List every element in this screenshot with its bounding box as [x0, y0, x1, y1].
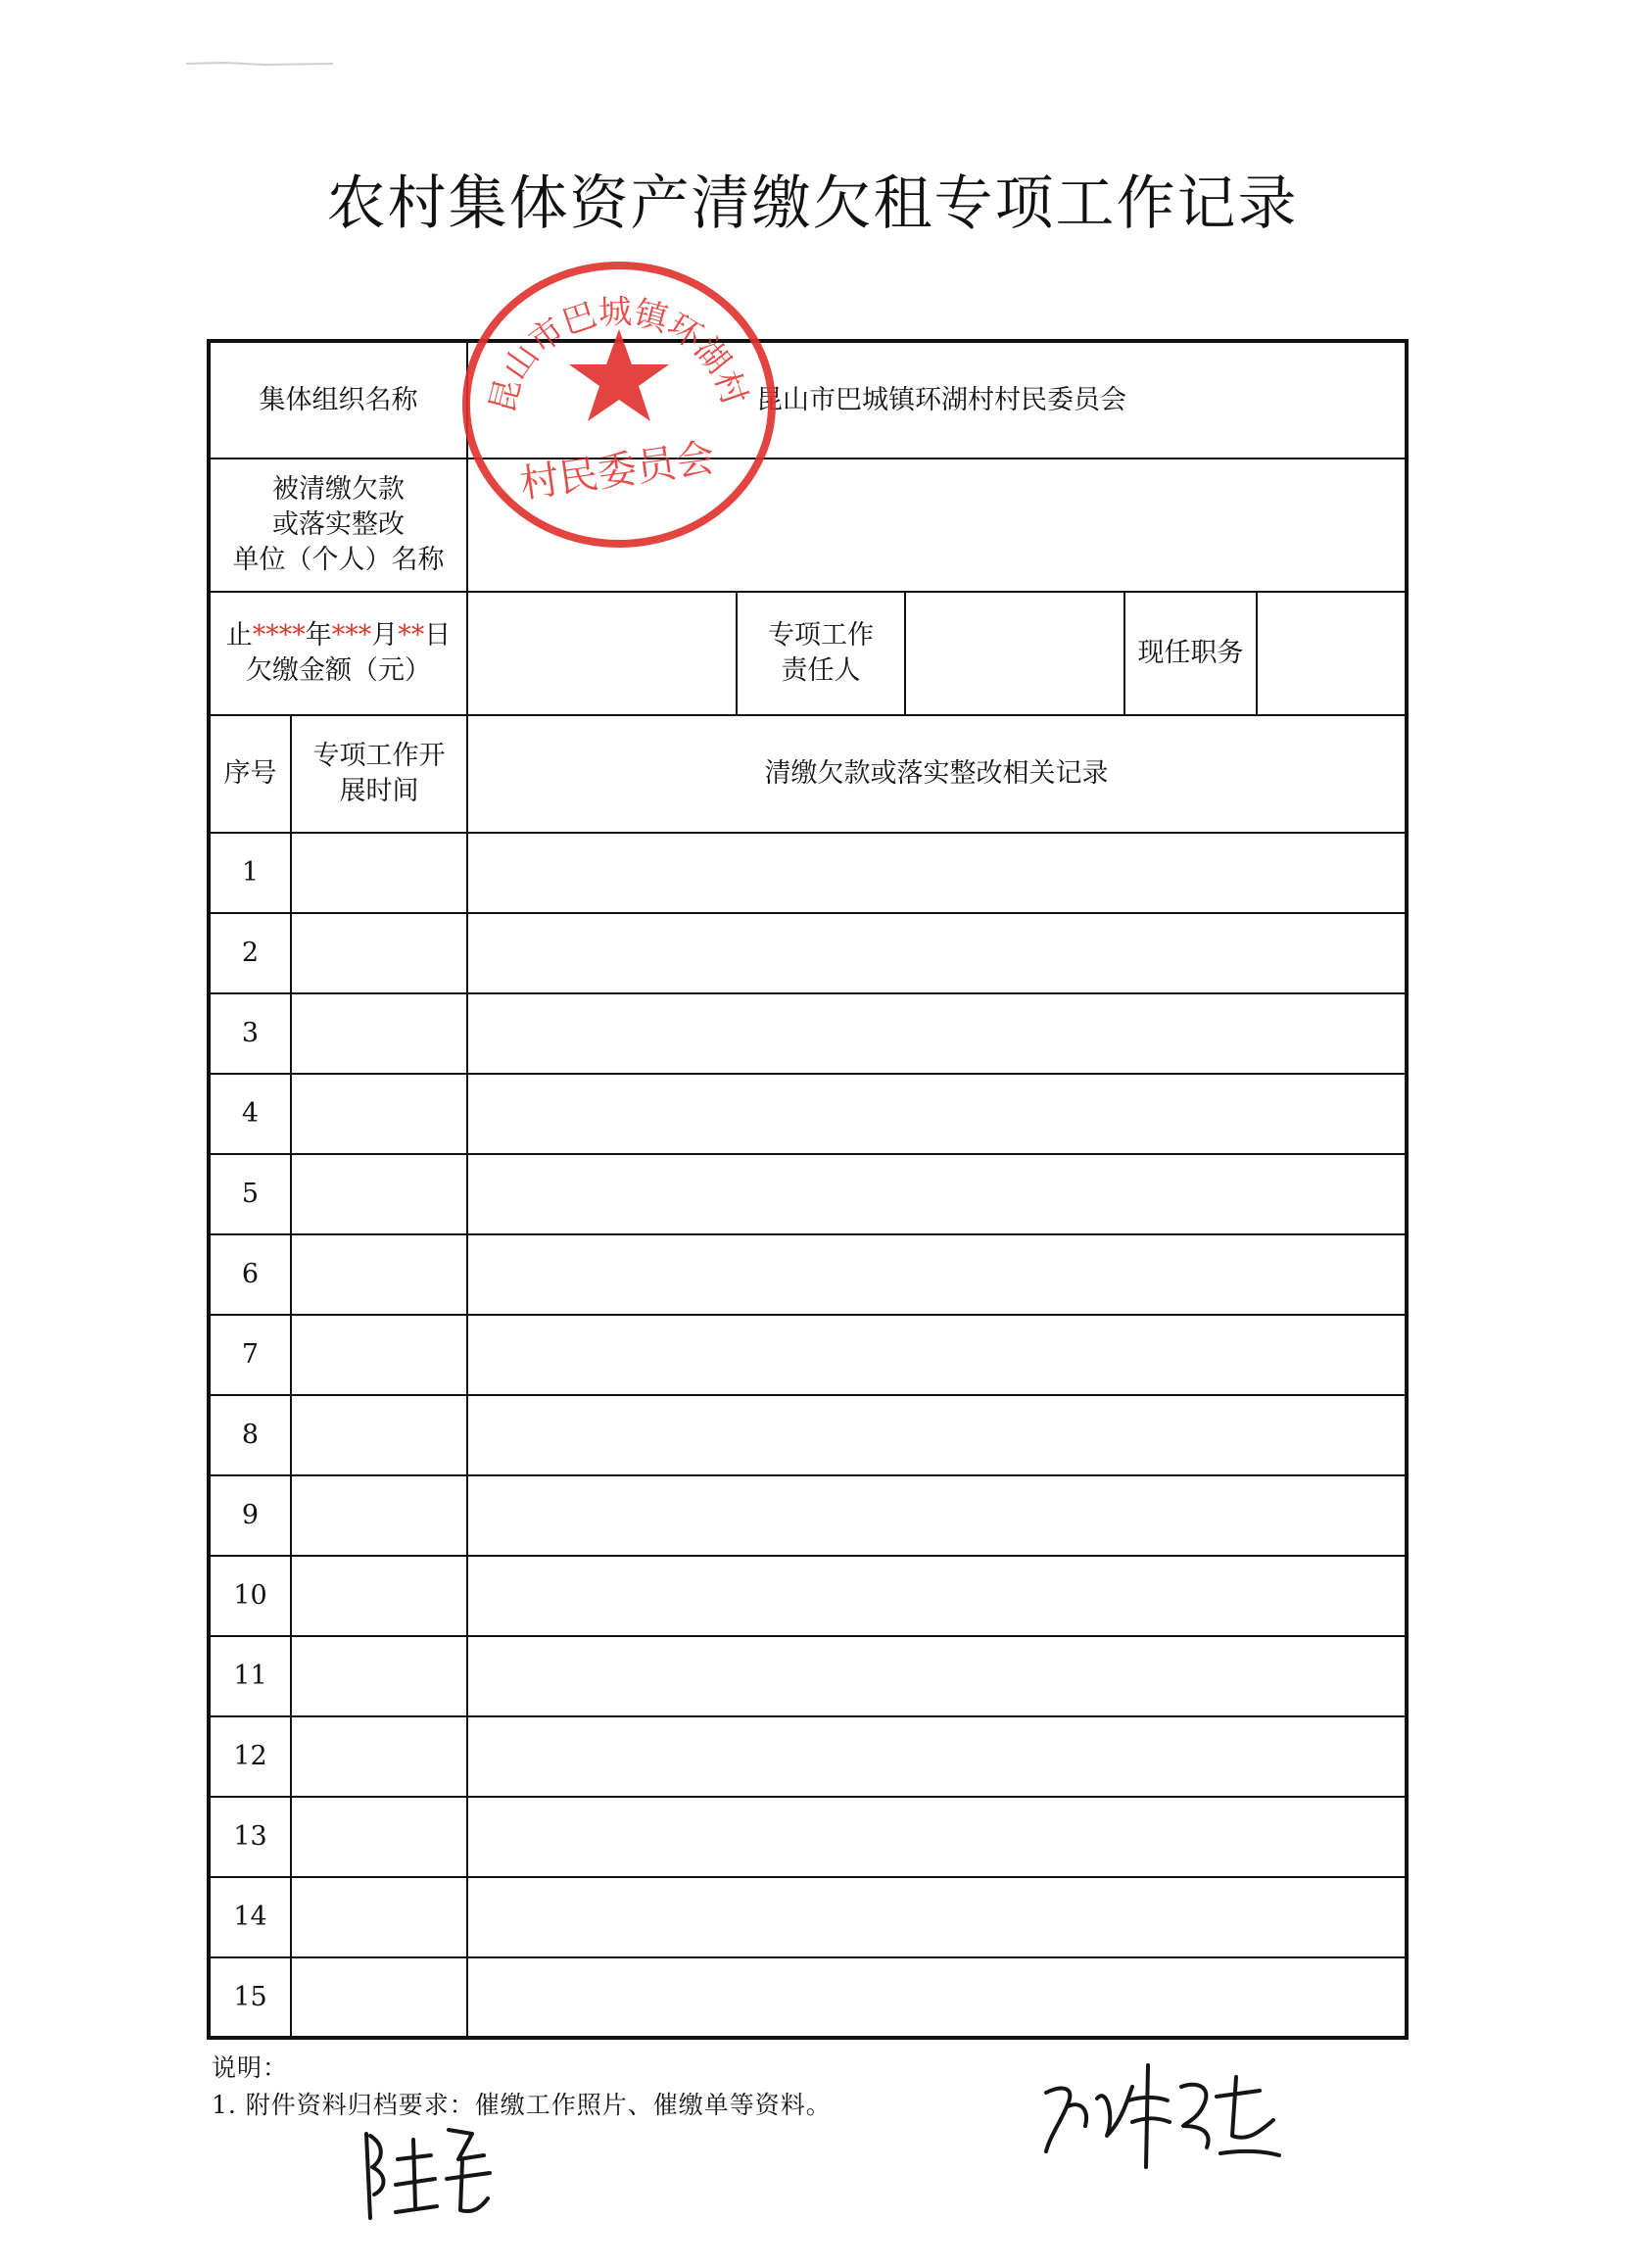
amount-label: 欠缴金额（元）: [246, 655, 431, 686]
row-number: 4: [209, 1074, 291, 1154]
row-number: 13: [209, 1797, 291, 1877]
date-day-unit: 日: [424, 620, 452, 651]
position-value[interactable]: [1257, 592, 1407, 715]
record-row: [209, 1315, 1407, 1395]
record-row: [209, 1395, 1407, 1475]
record-row: [209, 1716, 1407, 1797]
record-row: [209, 993, 1407, 1074]
row-record-cell[interactable]: [467, 1797, 1407, 1877]
record-row: [209, 1074, 1407, 1154]
org-row: [209, 341, 1407, 458]
org-value: 昆山市巴城镇环湖村村民委员会: [467, 341, 1407, 458]
col-record-header: 清缴欠款或落实整改相关记录: [467, 715, 1407, 833]
row-number: 3: [209, 993, 291, 1074]
svg-text:村民委员会: 村民委员会: [516, 435, 718, 507]
record-row: [209, 1234, 1407, 1315]
date-prefix: 止: [225, 620, 253, 651]
date-year-mask: ****: [252, 620, 306, 651]
row-time-cell[interactable]: [291, 1636, 467, 1716]
record-row: [209, 1556, 1407, 1636]
notes: [212, 2050, 832, 2124]
record-row: [209, 833, 1407, 913]
position-label: 现任职务: [1124, 592, 1257, 715]
row-time-cell[interactable]: [291, 1957, 467, 2038]
row-record-cell[interactable]: [467, 1957, 1407, 2038]
row-number: 10: [209, 1556, 291, 1636]
row-time-cell[interactable]: [291, 1797, 467, 1877]
row-record-cell[interactable]: [467, 1234, 1407, 1315]
row-number: 1: [209, 833, 291, 913]
row-record-cell[interactable]: [467, 1636, 1407, 1716]
official-seal-stamp: [458, 257, 780, 553]
amount-row: [209, 592, 1407, 715]
date-month-mask: ***: [331, 620, 372, 651]
row-number: 7: [209, 1315, 291, 1395]
row-time-cell[interactable]: [291, 993, 467, 1074]
record-row: [209, 1957, 1407, 2038]
row-record-cell[interactable]: [467, 993, 1407, 1074]
org-label: 集体组织名称: [209, 341, 467, 458]
row-number: 6: [209, 1234, 291, 1315]
row-record-cell[interactable]: [467, 1074, 1407, 1154]
svg-text:昆山市巴城镇环湖村: 昆山市巴城镇环湖村: [482, 292, 754, 417]
amount-value[interactable]: [467, 592, 737, 715]
row-record-cell[interactable]: [467, 1556, 1407, 1636]
row-time-cell[interactable]: [291, 1877, 467, 1957]
row-record-cell[interactable]: [467, 1315, 1407, 1395]
row-time-cell[interactable]: [291, 1074, 467, 1154]
date-day-mask: **: [398, 620, 425, 651]
row-number: 8: [209, 1395, 291, 1475]
col-time-header: 专项工作开 展时间: [291, 715, 467, 833]
col-seq-header: 序号: [209, 715, 291, 833]
notes-heading: 说明：: [212, 2053, 289, 2082]
row-number: 12: [209, 1716, 291, 1797]
record-header-row: [209, 715, 1407, 833]
row-record-cell[interactable]: [467, 1395, 1407, 1475]
row-record-cell[interactable]: [467, 1877, 1407, 1957]
signature-right: [1038, 2057, 1293, 2175]
row-time-cell[interactable]: [291, 1716, 467, 1797]
row-number: 5: [209, 1154, 291, 1234]
target-row: [209, 458, 1407, 592]
row-record-cell[interactable]: [467, 913, 1407, 993]
date-month-unit: 月: [371, 620, 399, 651]
record-row: [209, 913, 1407, 993]
responsible-value[interactable]: [905, 592, 1124, 715]
row-time-cell[interactable]: [291, 1154, 467, 1234]
row-time-cell[interactable]: [291, 833, 467, 913]
row-number: 9: [209, 1475, 291, 1556]
row-time-cell[interactable]: [291, 1475, 467, 1556]
signature-left: [353, 2116, 500, 2234]
row-record-cell[interactable]: [467, 1475, 1407, 1556]
target-label: 被清缴欠款 或落实整改 单位（个人）名称: [209, 458, 467, 592]
row-time-cell[interactable]: [291, 1315, 467, 1395]
row-number: 15: [209, 1957, 291, 2038]
responsible-label: 专项工作 责任人: [737, 592, 905, 715]
row-number: 2: [209, 913, 291, 993]
record-form: [207, 339, 1409, 2040]
date-year-unit: 年: [305, 620, 332, 651]
date-line: [211, 618, 466, 653]
row-time-cell[interactable]: [291, 1395, 467, 1475]
notes-item-1: 1. 附件资料归档要求：催缴工作照片、催缴单等资料。: [212, 2091, 832, 2119]
record-row: [209, 1877, 1407, 1957]
scan-speck: [186, 61, 333, 67]
row-record-cell[interactable]: [467, 833, 1407, 913]
row-time-cell[interactable]: [291, 913, 467, 993]
record-row: [209, 1636, 1407, 1716]
record-row: [209, 1797, 1407, 1877]
page-title: 农村集体资产清缴欠租专项工作记录: [326, 169, 1299, 238]
amount-label-cell: [209, 592, 467, 715]
row-record-cell[interactable]: [467, 1154, 1407, 1234]
row-number: 14: [209, 1877, 291, 1957]
record-rows: [209, 833, 1407, 2038]
row-time-cell[interactable]: [291, 1234, 467, 1315]
record-row: [209, 1475, 1407, 1556]
row-number: 11: [209, 1636, 291, 1716]
row-time-cell[interactable]: [291, 1556, 467, 1636]
row-record-cell[interactable]: [467, 1716, 1407, 1797]
record-row: [209, 1154, 1407, 1234]
